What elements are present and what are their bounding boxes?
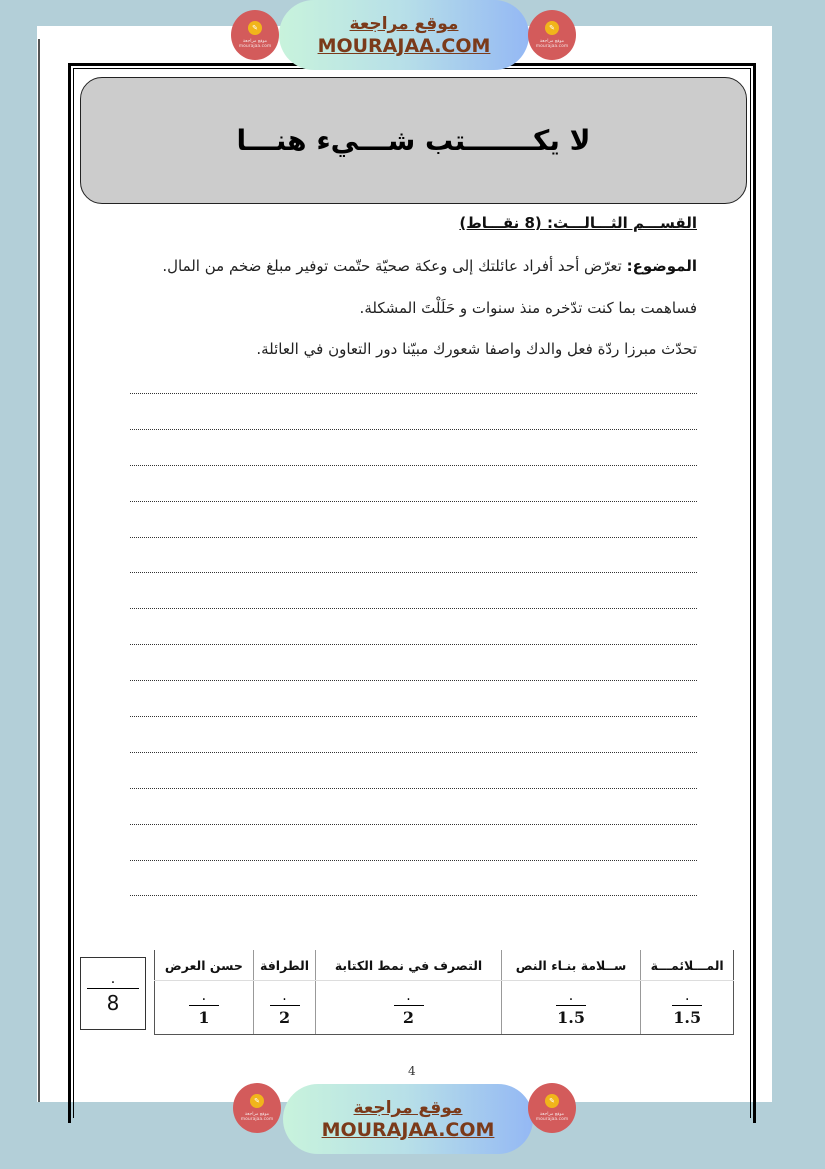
badge-caption-ar: موقع مراجعة <box>242 39 268 44</box>
answer-line[interactable] <box>130 680 697 681</box>
answer-line[interactable] <box>130 860 697 861</box>
answer-line[interactable] <box>130 572 697 573</box>
total-score-numerator: . <box>110 971 116 987</box>
fraction-bar <box>394 1005 424 1006</box>
section-title: القســـم الثـــالـــث: (8 نقـــاط) <box>459 214 697 232</box>
topic-line-2: فساهمت بما كنت تدّخره منذ سنوات و حَلَلْتَ المشكلة. <box>359 299 697 317</box>
topic-paragraph <box>162 257 697 275</box>
score-max: 2 <box>278 1007 291 1027</box>
badge-caption <box>239 39 271 49</box>
rubric-header: المـــلائمـــة <box>641 950 734 981</box>
answer-line[interactable] <box>130 501 697 502</box>
topic-instruction: تحدّث مبرزا ردّة فعل والدك واصفا شعورك مبيّنا دور التعاون في العائلة. <box>256 340 697 358</box>
badge-caption-ar: موقع مراجعة <box>244 1112 270 1117</box>
score-max: 1 <box>198 1007 210 1027</box>
answer-line[interactable] <box>130 644 697 645</box>
fraction-bar <box>189 1005 219 1006</box>
answer-writing-area[interactable] <box>130 393 697 931</box>
badge-caption <box>536 39 568 49</box>
answer-line[interactable] <box>130 465 697 466</box>
total-score-fraction <box>87 972 139 1015</box>
rubric-score-row <box>155 981 734 1035</box>
badge-caption-en: mourajaa.com <box>535 1117 569 1122</box>
rubric-score-cell <box>641 981 734 1035</box>
watermark-badge-left-bottom[interactable] <box>233 1083 281 1133</box>
score-numerator: . <box>201 987 207 1004</box>
score-numerator: . <box>406 987 411 1004</box>
badge-caption-en: mourajaa.com <box>238 44 272 49</box>
fraction-bar <box>556 1005 586 1006</box>
rubric-score-cell <box>155 981 254 1035</box>
watermark-banner-top[interactable] <box>279 0 529 70</box>
answer-line[interactable] <box>130 716 697 717</box>
answer-line[interactable] <box>130 393 697 394</box>
answer-line[interactable] <box>130 895 697 896</box>
page-edge-shadow <box>38 39 40 1102</box>
score-numerator: . <box>282 987 287 1004</box>
rubric-header: حسن العرض <box>155 950 254 981</box>
score-numerator: . <box>568 987 574 1004</box>
answer-line[interactable] <box>130 752 697 753</box>
badge-caption-ar: موقع مراجعة <box>539 1112 565 1117</box>
grading-rubric-table <box>154 950 734 1035</box>
do-not-write-box <box>80 77 747 204</box>
answer-line[interactable] <box>130 537 697 538</box>
watermark-latin: MOURAJAA.COM <box>321 1119 495 1141</box>
score-max: 1.5 <box>557 1007 585 1027</box>
rubric-header-row <box>155 950 734 981</box>
fraction-bar <box>270 1005 300 1006</box>
score-max: 1.5 <box>673 1007 702 1027</box>
badge-caption-en: mourajaa.com <box>240 1117 274 1122</box>
do-not-write-text: لا يكـــــــتب شـــيء هنـــا <box>236 124 591 157</box>
rubric-header: التصرف في نمط الكتابة <box>316 950 501 981</box>
badge-caption <box>536 1112 568 1122</box>
watermark-arabic: موقع مراجعة <box>353 1098 463 1118</box>
badge-caption-en: mourajaa.com <box>535 44 569 49</box>
answer-line[interactable] <box>130 429 697 430</box>
watermark-badge-left[interactable] <box>231 10 279 60</box>
total-score-box <box>80 957 146 1030</box>
rubric-header: ســلامة بنـاء النص <box>501 950 641 981</box>
topic-label: الموضوع: <box>626 257 697 275</box>
rubric-header: الطرافة <box>253 950 315 981</box>
page-number: 4 <box>408 1064 416 1078</box>
answer-line[interactable] <box>130 788 697 789</box>
watermark-banner-bottom[interactable] <box>283 1084 533 1154</box>
topic-text: تعرّض أحد أفراد عائلتك إلى وعكة صحيّة حتّمت توفير مبلغ ضخم من المال. <box>162 257 627 275</box>
book-icon: ✎ <box>248 21 262 35</box>
rubric-score-cell <box>501 981 641 1035</box>
score-max: 2 <box>402 1007 415 1027</box>
score-numerator: . <box>684 987 690 1004</box>
watermark-arabic: موقع مراجعة <box>349 14 459 34</box>
fraction-bar <box>87 988 139 989</box>
watermark-badge-right-bottom[interactable] <box>528 1083 576 1133</box>
rubric-score-cell <box>316 981 501 1035</box>
watermark-badge-right[interactable] <box>528 10 576 60</box>
answer-line[interactable] <box>130 608 697 609</box>
fraction-bar <box>672 1005 702 1006</box>
book-icon: ✎ <box>545 21 559 35</box>
total-score-denominator: 8 <box>106 991 120 1015</box>
badge-caption-ar: موقع مراجعة <box>539 39 565 44</box>
book-icon: ✎ <box>545 1094 559 1108</box>
watermark-latin: MOURAJAA.COM <box>317 35 491 57</box>
answer-line[interactable] <box>130 824 697 825</box>
badge-caption <box>241 1112 273 1122</box>
rubric-score-cell <box>253 981 315 1035</box>
book-icon: ✎ <box>250 1094 264 1108</box>
